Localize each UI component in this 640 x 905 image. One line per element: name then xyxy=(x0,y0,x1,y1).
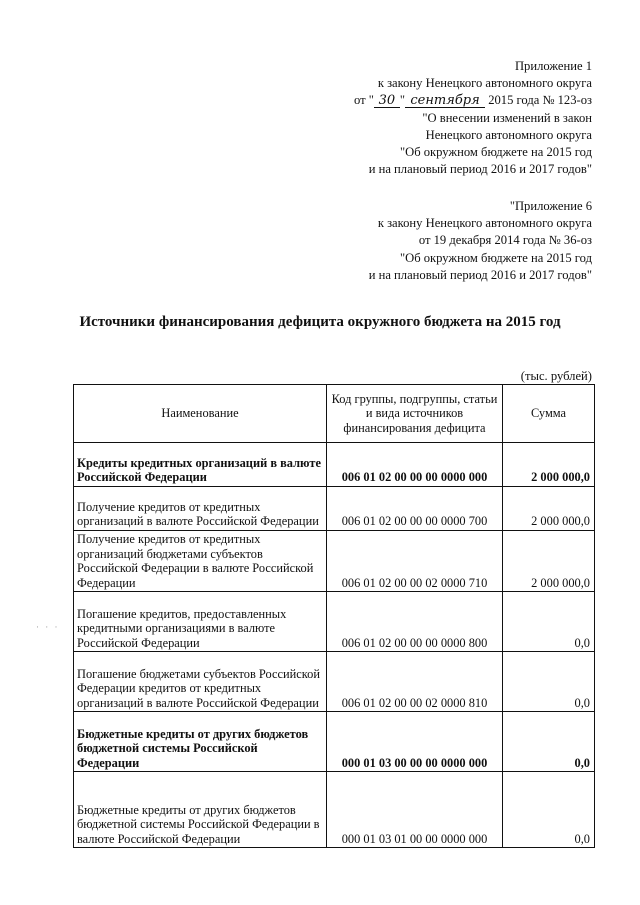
row-code: 006 01 02 00 00 02 0000 710 xyxy=(327,531,503,592)
handwritten-month: сентября xyxy=(405,94,485,108)
row-sum: 2 000 000,0 xyxy=(503,531,595,592)
table-header-row xyxy=(74,385,595,443)
table-row xyxy=(74,592,595,652)
financing-sources-table xyxy=(73,384,595,848)
header-code: Код группы, подгруппы, статьи и вида источников финансирования дефицита xyxy=(327,385,503,443)
row-code: 000 01 03 00 00 00 0000 000 xyxy=(327,712,503,772)
page-title: Источники финансирования дефицита окружного бюджета на 2015 год xyxy=(79,314,561,330)
row-code: 006 01 02 00 00 00 0000 700 xyxy=(327,487,503,531)
appendix-6-line5: и на плановый период 2016 и 2017 годов" xyxy=(368,267,592,282)
appendix-1-law-ref: к закону Ненецкого автономного округа xyxy=(377,76,592,91)
row-sum: 0,0 xyxy=(503,652,595,712)
row-sum: 2 000 000,0 xyxy=(503,487,595,531)
date-prefix: от " xyxy=(353,93,374,108)
row-name: Погашение бюджетами субъектов Российской Федерации кредитов от кредитных организаций в валюте Российской Федерации xyxy=(74,652,327,712)
appendix-6-title: "Приложение 6 xyxy=(509,199,592,213)
appendix-6-date: от 19 декабря 2014 года № 36-оз xyxy=(418,233,592,248)
row-code: 006 01 02 00 00 02 0000 810 xyxy=(327,652,503,712)
appendix-1-title: Приложение 1 xyxy=(514,59,592,73)
date-mid: " xyxy=(399,93,406,108)
table-row xyxy=(74,443,595,487)
header-name: Наименование xyxy=(74,385,327,443)
unit-label: (тыс. рублей) xyxy=(520,369,592,383)
appendix-6-law-ref: к закону Ненецкого автономного округа xyxy=(377,216,592,231)
scan-edge-mark: · · · xyxy=(36,622,60,632)
row-name: Бюджетные кредиты от других бюджетов бюджетной системы Российской Федерации xyxy=(74,712,327,772)
appendix-1-line6: "Об окружном бюджете на 2015 год xyxy=(399,145,592,160)
row-name: Кредиты кредитных организаций в валюте Российской Федерации xyxy=(74,443,327,487)
row-name: Бюджетные кредиты от других бюджетов бюджетной системы Российской Федерации в валюте Российской Федерации xyxy=(74,772,327,848)
table-row xyxy=(74,772,595,848)
row-name: Получение кредитов от кредитных организаций в валюте Российской Федерации xyxy=(74,487,327,531)
row-name: Погашение кредитов, предоставленных кредитными организациями в валюте Российской Федерации xyxy=(74,592,327,652)
date-suffix: 2015 года № 123-оз xyxy=(488,93,592,108)
appendix-1-line7: и на плановый период 2016 и 2017 годов" xyxy=(368,162,592,177)
table-row xyxy=(74,487,595,531)
appendix-1-line5: Ненецкого автономного округа xyxy=(425,127,592,142)
row-code: 006 01 02 00 00 00 0000 000 xyxy=(327,443,503,487)
row-sum: 0,0 xyxy=(503,772,595,848)
row-code: 006 01 02 00 00 00 0000 800 xyxy=(327,592,503,652)
table-row xyxy=(74,712,595,772)
appendix-1-date-line xyxy=(354,92,592,109)
table-row xyxy=(74,652,595,712)
row-sum: 0,0 xyxy=(503,592,595,652)
row-sum: 2 000 000,0 xyxy=(503,443,595,487)
handwritten-day: 30 xyxy=(374,94,400,108)
appendix-1-line4: "О внесении изменений в закон xyxy=(422,110,592,125)
row-name: Получение кредитов от кредитных организаций бюджетами субъектов Российской Федерации в валюте Российской Федерации xyxy=(74,531,327,592)
appendix-6-header xyxy=(369,198,592,284)
table-row xyxy=(74,531,595,592)
header-sum: Сумма xyxy=(503,385,595,443)
row-code: 000 01 03 01 00 00 0000 000 xyxy=(327,772,503,848)
appendix-6-line4: "Об окружном бюджете на 2015 год xyxy=(399,250,592,265)
row-sum: 0,0 xyxy=(503,712,595,772)
appendix-1-header xyxy=(354,58,592,178)
